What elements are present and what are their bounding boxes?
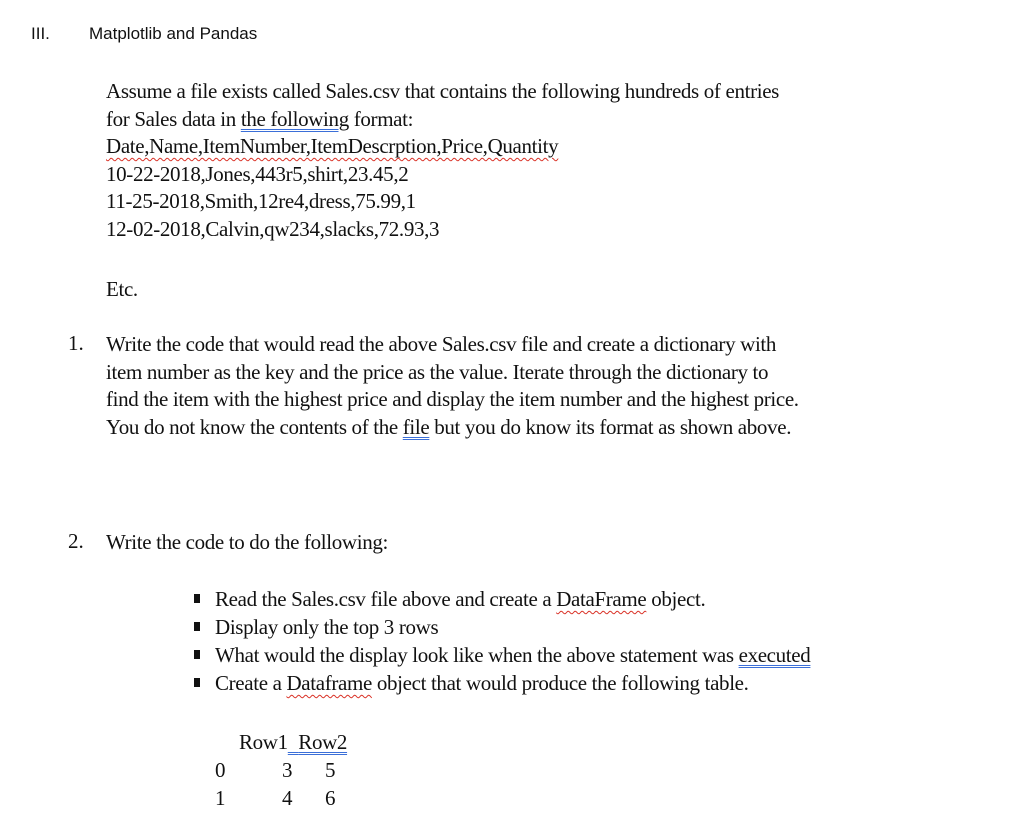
- section-number: III.: [31, 24, 50, 43]
- table-cell: 5: [325, 758, 336, 782]
- column-header: Row1: [239, 730, 288, 754]
- bullet-text: Display only the top 3 rows: [215, 615, 439, 639]
- question-1-number: 1.: [68, 331, 84, 355]
- question-1-line: find the item with the highest price and display the item number and the highest price.: [106, 387, 799, 411]
- question-1-line-4-end: but you do know its format as shown above.: [429, 414, 792, 439]
- grammar-flagged-gap: [288, 730, 299, 754]
- bullet-text: Read the Sales.csv file above and create a: [215, 587, 557, 611]
- table-cell: 4: [282, 786, 293, 810]
- question-1-line-4-text: You do not know the contents of the: [106, 414, 403, 439]
- square-bullet-icon: [194, 650, 200, 659]
- intro-line-2: [106, 106, 779, 134]
- bullet-item: [215, 642, 810, 669]
- bullet-text: Create a: [215, 671, 287, 695]
- bullet-item: [215, 670, 749, 697]
- square-bullet-icon: [194, 622, 200, 631]
- intro-paragraph: [106, 78, 779, 243]
- question-1-line: [106, 414, 799, 442]
- intro-line-2-text: for Sales data in: [106, 106, 241, 131]
- intro-line-2-end: format:: [348, 106, 414, 131]
- question-2-number: 2.: [68, 529, 84, 553]
- square-bullet-icon: [194, 594, 200, 603]
- row-index: 1: [215, 786, 226, 810]
- intro-line-1: Assume a file exists called Sales.csv that contains the following hundreds of entries: [106, 79, 780, 103]
- question-1-line: Write the code that would read the above Sales.csv file and create a dictionary with: [106, 332, 777, 356]
- table-cell: 3: [282, 758, 293, 782]
- bullet-item: [215, 586, 705, 613]
- etc-text: Etc.: [106, 277, 138, 301]
- section-title: Matplotlib and Pandas: [89, 24, 258, 43]
- grammar-flagged-text: executed: [738, 643, 811, 667]
- square-bullet-icon: [194, 678, 200, 687]
- spell-flagged-text: Dataframe: [286, 671, 372, 695]
- csv-header-line: Date,Name,ItemNumber,ItemDescrption,Price,Quantity: [106, 134, 559, 158]
- grammar-flagged-text: file: [402, 414, 430, 439]
- question-1-line: item number as the key and the price as the value. Iterate through the dictionary to: [106, 359, 769, 384]
- bullet-text-end: object that would produce the following table.: [371, 671, 749, 695]
- csv-row: 10-22-2018,Jones,443r5,shirt,23.45,2: [106, 161, 409, 186]
- bullet-text-end: object.: [646, 587, 706, 611]
- table-header: [239, 729, 347, 756]
- question-1-text: [106, 331, 799, 441]
- row-index: 0: [215, 758, 226, 782]
- table-cell: 6: [325, 786, 336, 810]
- bullet-item: [215, 614, 438, 641]
- bullet-text: What would the display look like when the above statement was: [215, 643, 739, 667]
- column-header: Row2: [298, 730, 348, 754]
- spell-flagged-text: DataFrame: [556, 587, 647, 611]
- grammar-flagged-text: the following: [240, 106, 349, 131]
- csv-row: 11-25-2018,Smith,12re4,dress,75.99,1: [106, 189, 416, 213]
- question-2-text: Write the code to do the following:: [106, 530, 388, 554]
- csv-row: 12-02-2018,Calvin,qw234,slacks,72.93,3: [106, 216, 440, 241]
